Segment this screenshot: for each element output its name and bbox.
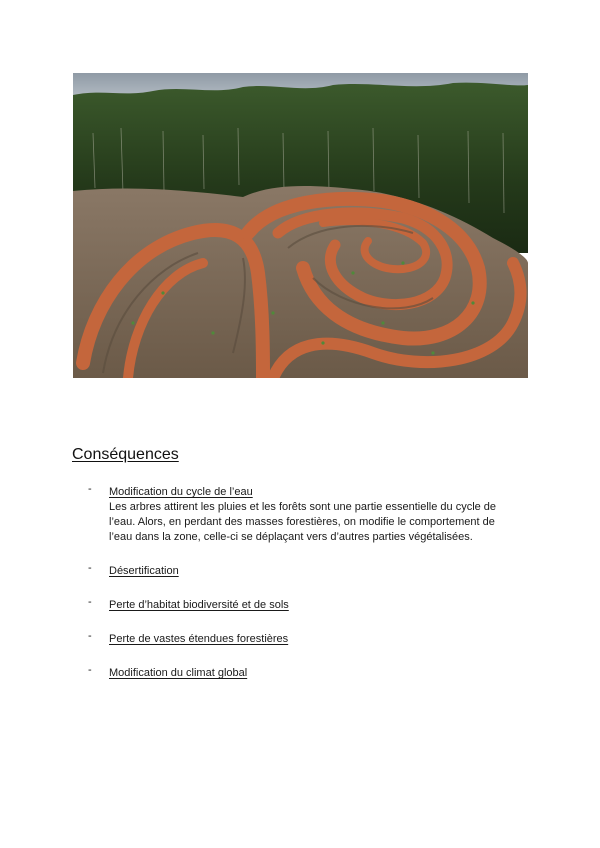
list-marker: - [88, 596, 92, 608]
list-marker: - [88, 630, 92, 642]
list-item [88, 482, 518, 545]
list-marker: - [88, 664, 92, 676]
deforestation-photo-drawing [73, 73, 528, 378]
item-title-desertification: Désertification [109, 565, 179, 577]
item-title-forest-loss: Perte de vastes étendues forestières [109, 633, 289, 645]
list-marker: - [88, 483, 92, 495]
item-title-water-cycle: Modification du cycle de l’eau [109, 486, 253, 498]
section-heading: Conséquences [72, 446, 179, 463]
item-description-water-cycle: Les arbres attirent les pluies et les forêts sont une partie essentielle du cycle de l’eau. Alors, en perdant des masses forestières, on modifie le comportement de l’eau dans la zone, celle-ci se déplaçant vers d’autres parties végétalisées. [109, 501, 497, 543]
list-item [88, 561, 518, 579]
list-item [88, 595, 518, 613]
list-item [88, 663, 518, 681]
item-title-climate-change: Modification du climat global [109, 667, 248, 679]
deforestation-photo [73, 73, 528, 378]
list-item [88, 629, 518, 647]
item-title-habitat-loss: Perte d’habitat biodiversité et de sols [109, 599, 289, 611]
list-marker: - [88, 562, 92, 574]
consequences-list [88, 482, 518, 697]
